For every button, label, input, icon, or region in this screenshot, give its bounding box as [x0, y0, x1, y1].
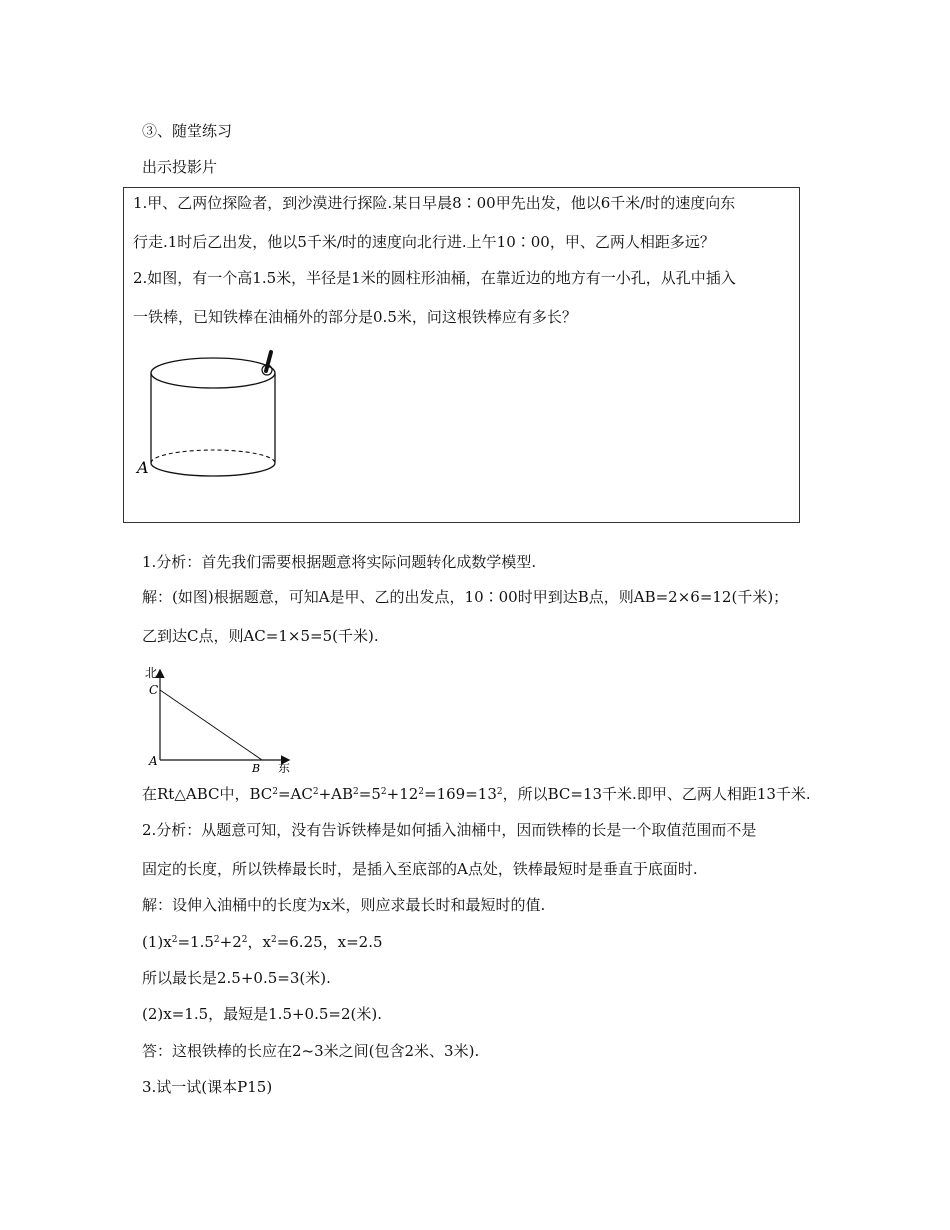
problem2-line2: 一铁棒，已知铁棒在油桶外的部分是0.5米，问这根铁棒应有多长？	[133, 308, 577, 326]
east-label: 东	[278, 761, 291, 775]
label-b: B	[252, 762, 261, 775]
analysis1-line2: 解：(如图)根据题意，可知A是甲、乙的出发点，10∶00时甲到达B点，则AB=2×6=12(千米)；	[142, 588, 789, 606]
label-a: A	[149, 754, 158, 768]
analysis2-line3: 解：设伸入油桶中的长度为x米，则应求最长时和最短时的值.	[142, 896, 546, 914]
triangle-figure	[140, 660, 310, 780]
result1-line: 在Rt△ABC中，$BC^2=AC^2+AB^2=5^2+12^2=169=13^2$，所以BC=13千米.即甲、乙两人相距13千米.	[142, 785, 811, 803]
projection-box	[123, 187, 800, 523]
cylinder-figure	[132, 346, 312, 486]
section-title: ③、随堂练习	[142, 122, 233, 140]
analysis1-line3: 乙到达C点，则AC=1×5=5(千米).	[142, 627, 379, 645]
point-a-label: A	[137, 458, 149, 477]
problem1-line2: 行走.1时后乙出发，他以5千米/时的速度向北行进.上午10∶00，甲、乙两人相距多远？	[133, 233, 715, 251]
north-label: 北	[145, 666, 158, 680]
cylinder-top	[151, 358, 275, 388]
analysis2-line2: 固定的长度，所以铁棒最长时，是插入至底部的A点处，铁棒最短时是垂直于底面时.	[142, 860, 698, 878]
label-c: C	[149, 683, 159, 697]
shortest-line: (2)x=1.5，最短是1.5+0.5=2(米).	[142, 1005, 382, 1023]
hypotenuse-bc	[160, 690, 262, 760]
equation1-line: $(1)x^2=1.5^2+2^2$，$x^2=6.25$，x=2.5	[142, 933, 383, 951]
longest-line: 所以最长是2.5+0.5=3(米).	[142, 969, 331, 987]
try-it-line: 3.试一试(课本P15)	[142, 1078, 273, 1096]
problem1-line1: 1.甲、乙两位探险者，到沙漠进行探险.某日早晨8∶00甲先出发，他以6千米/时的速度向东	[133, 194, 736, 212]
cylinder-bottom-back	[151, 450, 275, 463]
answer-line: 答：这根铁棒的长应在2~3米之间(包含2米、3米).	[142, 1042, 480, 1060]
section-subtitle: 出示投影片	[142, 158, 218, 176]
iron-rod	[266, 352, 271, 371]
analysis1-line1: 1.分析：首先我们需要根据题意将实际问题转化成数学模型.	[142, 553, 537, 571]
problem2-line1: 2.如图，有一个高1.5米，半径是1米的圆柱形油桶，在靠近边的地方有一小孔，从孔中插入	[133, 269, 736, 287]
cylinder-bottom-front	[151, 463, 275, 476]
analysis2-line1: 2.分析：从题意可知，没有告诉铁棒是如何插入油桶中，因而铁棒的长是一个取值范围而不是	[142, 821, 757, 839]
